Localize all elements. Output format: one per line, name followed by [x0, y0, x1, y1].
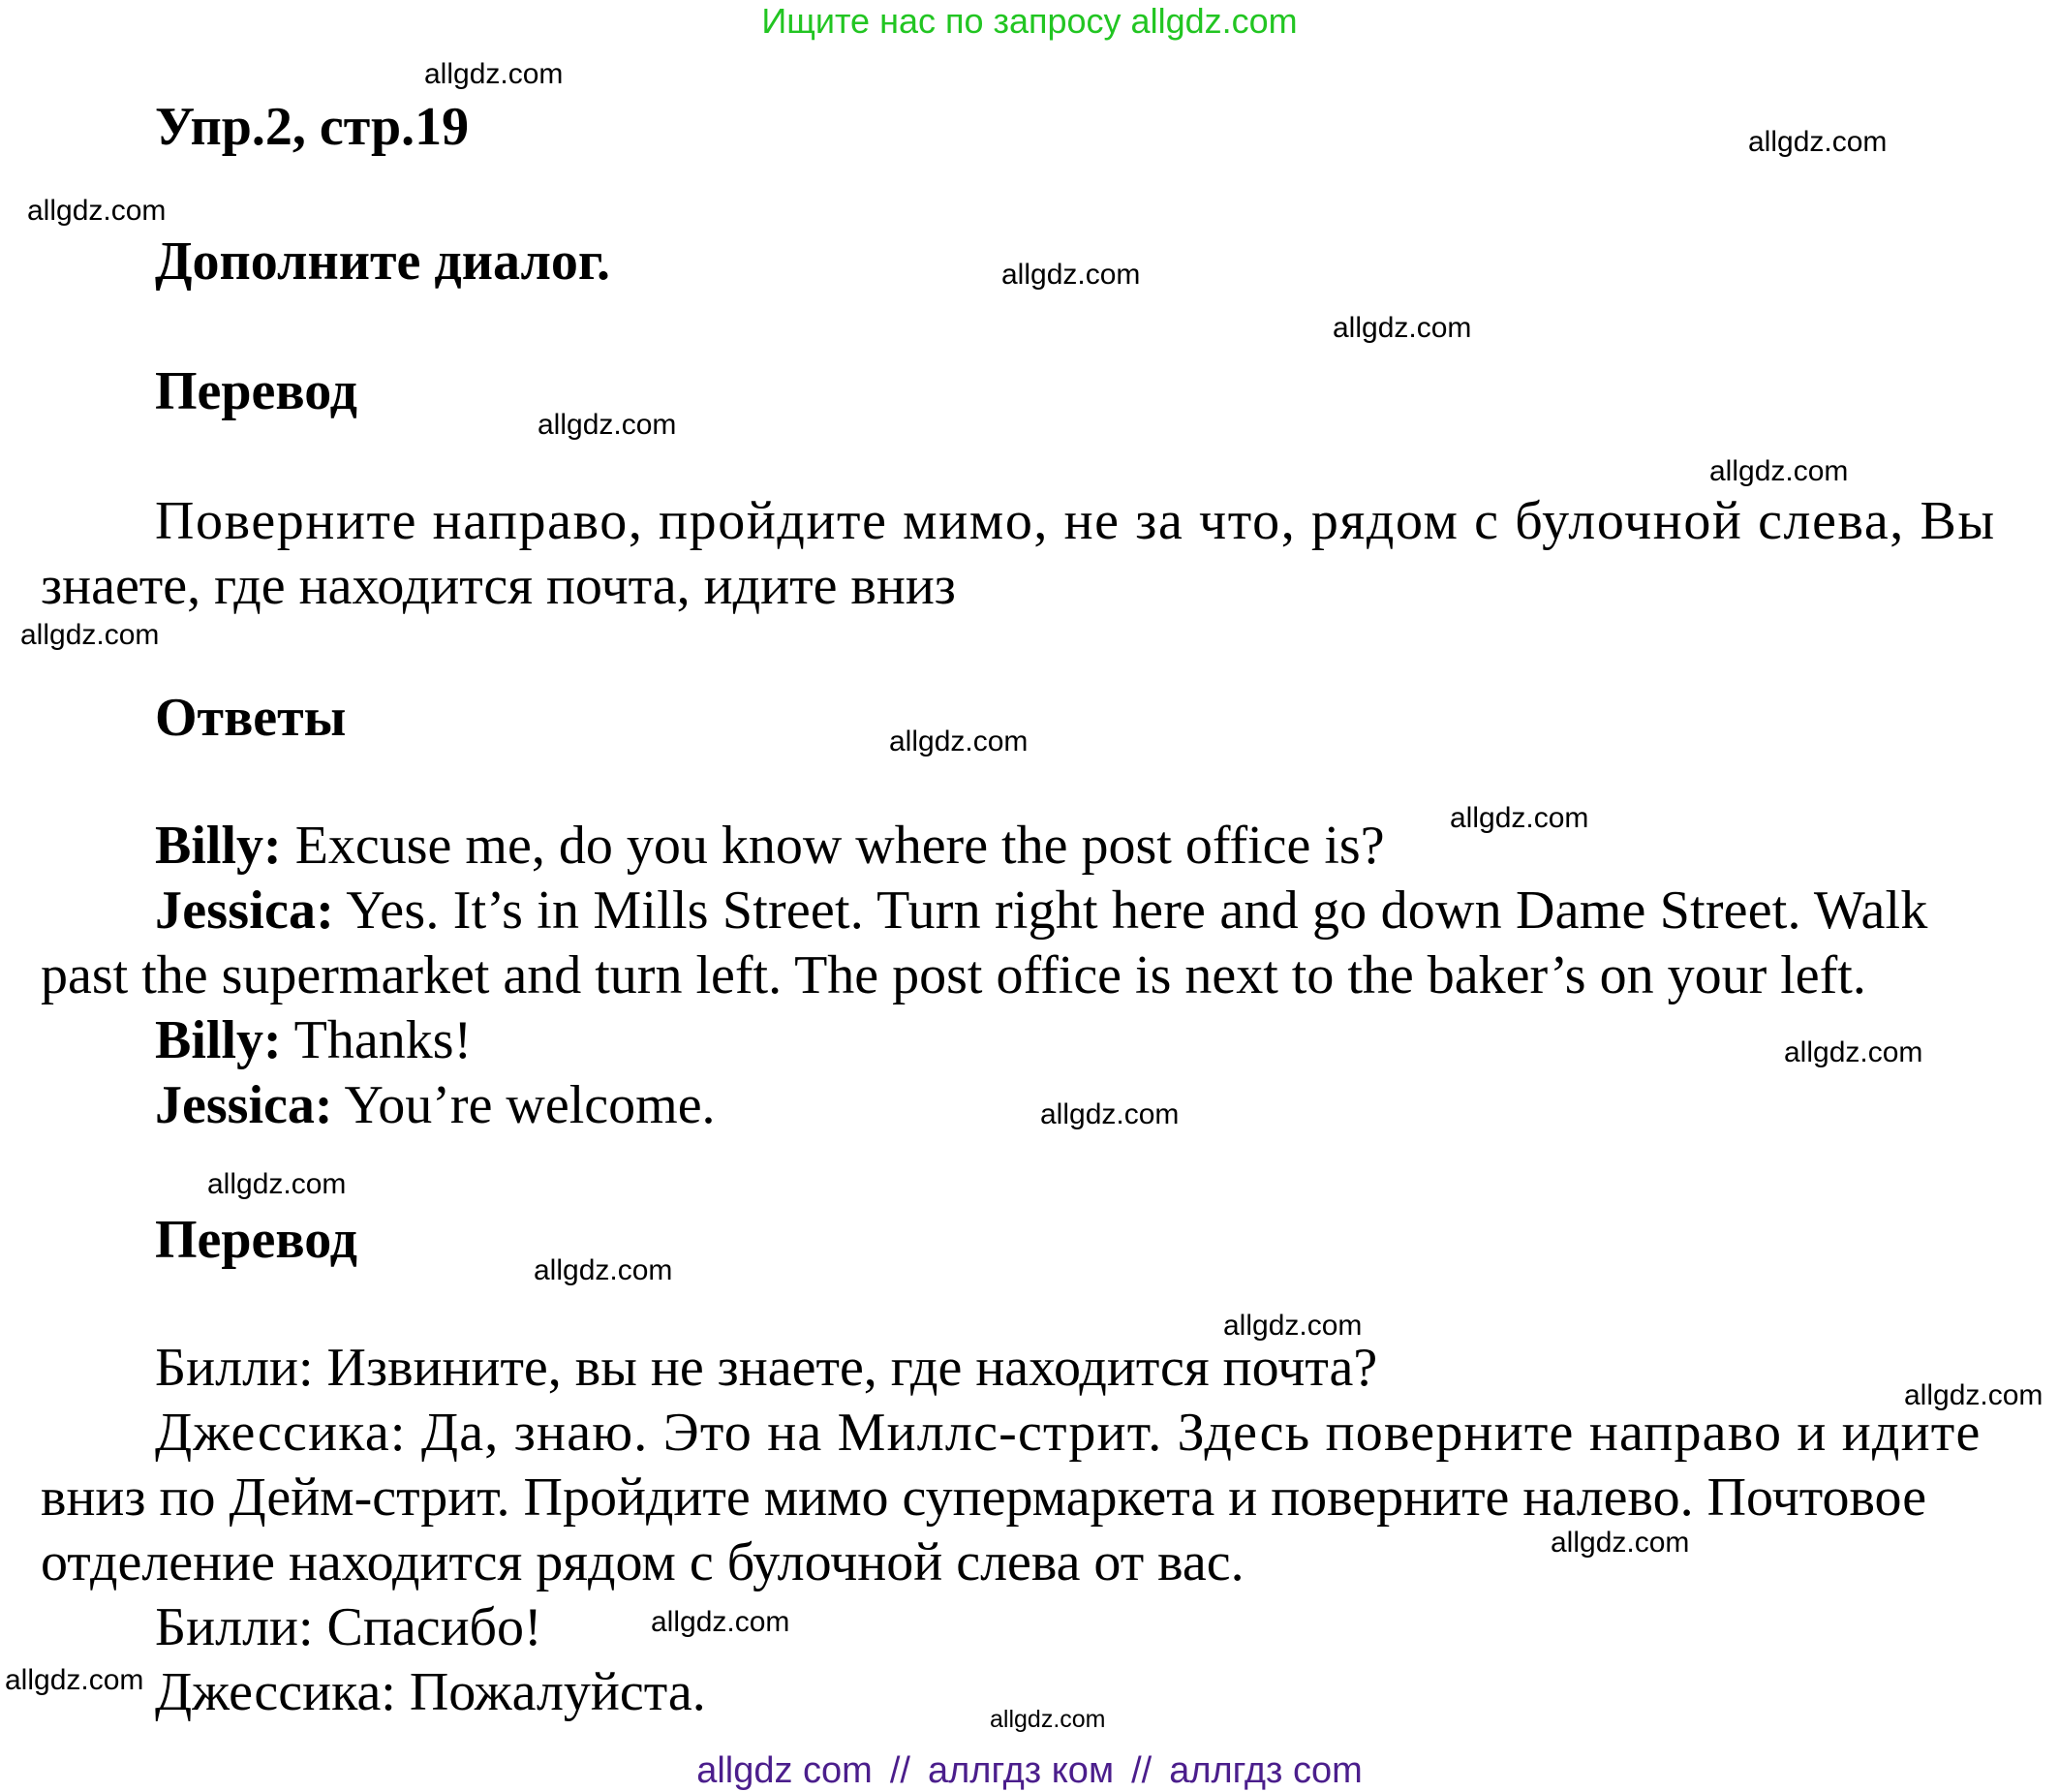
task-instruction: Дополните диалог.: [155, 232, 610, 292]
dialog-line: [155, 1008, 472, 1073]
watermark: allgdz.com: [1709, 455, 1849, 487]
dialog-line: [155, 1073, 716, 1138]
footer-link[interactable]: аллгдз ком: [927, 1750, 1115, 1791]
footer-separator: //: [1131, 1750, 1152, 1791]
dialog-text: Yes. It’s in Mills Street. Turn right here and go down Dame Street. Walk: [334, 881, 1928, 941]
exercise-title: Упр.2, стр.19: [155, 97, 470, 157]
watermark: allgdz.com: [27, 195, 167, 227]
watermark: allgdz.com: [1333, 312, 1472, 344]
translation-line: Билли: Извините, вы не знаете, где находится почта?: [155, 1338, 1378, 1398]
watermark: allgdz.com: [651, 1606, 790, 1638]
dialog-text: Excuse me, do you know where the post office is?: [281, 816, 1385, 876]
translation-line: вниз по Дейм-стрит. Пройдите мимо супермаркета и поверните налево. Почтовое: [41, 1468, 1927, 1528]
dialog-text: Thanks!: [281, 1010, 473, 1070]
watermark: allgdz.com: [1001, 259, 1141, 291]
footer-link[interactable]: allgdz com: [696, 1750, 873, 1791]
translation-line: отделение находится рядом с булочной слева от вас.: [41, 1532, 1245, 1592]
footer-link[interactable]: аллгдз com: [1169, 1750, 1363, 1791]
watermark: allgdz.com: [20, 619, 160, 651]
dialog-line: [155, 879, 1928, 943]
translation-heading: Перевод: [155, 361, 357, 421]
top-banner[interactable]: Ищите нас по запросу allgdz.com: [761, 1, 1298, 41]
watermark: allgdz.com: [1450, 802, 1589, 834]
speaker-label: Jessica:: [155, 1075, 333, 1135]
watermark: allgdz.com: [538, 409, 677, 441]
watermark: allgdz.com: [1748, 126, 1888, 158]
footer-separator: //: [889, 1750, 910, 1791]
word-translation-line: знаете, где находится почта, идите вниз: [41, 556, 956, 616]
answers-heading: Ответы: [155, 688, 347, 748]
dialog-line: [41, 943, 1866, 1008]
watermark: allgdz.com: [5, 1664, 144, 1696]
translation-line: Джессика: Да, знаю. Это на Миллс-стрит. Здесь поверните направо и идите: [155, 1403, 1982, 1463]
speaker-label: Billy:: [155, 816, 282, 876]
speaker-label: Jessica:: [155, 881, 335, 941]
watermark: allgdz.com: [424, 58, 564, 90]
watermark: allgdz.com: [990, 1706, 1106, 1733]
watermark: allgdz.com: [1784, 1036, 1923, 1068]
watermark: allgdz.com: [534, 1254, 673, 1286]
dialog-text: You’re welcome.: [332, 1075, 716, 1135]
translation-line: Джессика: Пожалуйста.: [155, 1662, 706, 1722]
watermark: allgdz.com: [1551, 1527, 1690, 1559]
word-translation-line: Поверните направо, пройдите мимо, не за что, рядом с булочной слева, Вы: [155, 491, 1996, 551]
speaker-label: Billy:: [155, 1010, 282, 1070]
translation-line: Билли: Спасибо!: [155, 1597, 542, 1657]
dialog-translation-heading: Перевод: [155, 1210, 357, 1270]
bottom-banner[interactable]: [0, 1749, 2059, 1792]
watermark: allgdz.com: [1904, 1379, 2044, 1411]
watermark: allgdz.com: [889, 726, 1029, 757]
watermark: allgdz.com: [1223, 1310, 1363, 1342]
dialog-line: [155, 814, 1385, 879]
watermark: allgdz.com: [1040, 1098, 1180, 1130]
dialog-text: past the supermarket and turn left. The post office is next to the baker’s on your left.: [41, 945, 1866, 1005]
watermark: allgdz.com: [207, 1168, 347, 1200]
